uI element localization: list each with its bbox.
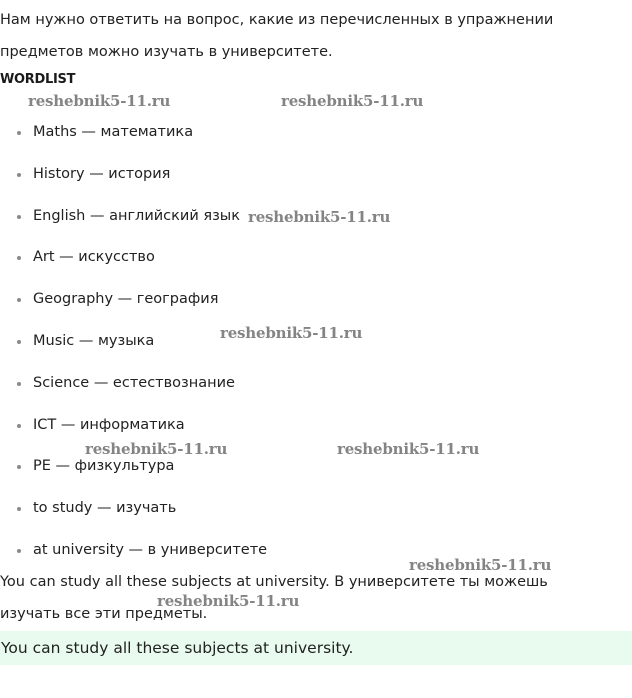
list-item: PE — физкультура [0,447,267,489]
watermark: reshebnik5-11.ru [337,440,480,458]
intro-text: Нам нужно ответить на вопрос, какие из перечисленных в упражнении предметов можно изучать в университете. [0,12,554,60]
wordlist [0,113,267,573]
watermark: reshebnik5-11.ru [248,208,391,226]
watermark: reshebnik5-11.ru [157,592,300,610]
list-item: Geography — география [0,280,267,322]
list-item: History — история [0,155,267,197]
watermark: reshebnik5-11.ru [85,440,228,458]
list-item: Maths — математика [0,113,267,155]
list-item: ICT — информатика [0,406,267,448]
list-item: English — английский язык [0,197,267,239]
wordlist-heading: WORDLIST [0,72,76,87]
list-item: to study — изучать [0,489,267,531]
list-item: Art — искусство [0,238,267,280]
watermark: reshebnik5-11.ru [281,92,424,110]
watermark: reshebnik5-11.ru [409,556,552,574]
list-item: Science — естествознание [0,364,267,406]
watermark: reshebnik5-11.ru [220,324,363,342]
list-item: Music — музыка [0,322,267,364]
answer-box: You can study all these subjects at university. [0,631,632,665]
translation-paragraph: You can study all these subjects at university. В университете ты можешь изучать все эти предметы. [0,574,548,622]
list-item: at university — в университете [0,531,267,573]
watermark: reshebnik5-11.ru [28,92,171,110]
